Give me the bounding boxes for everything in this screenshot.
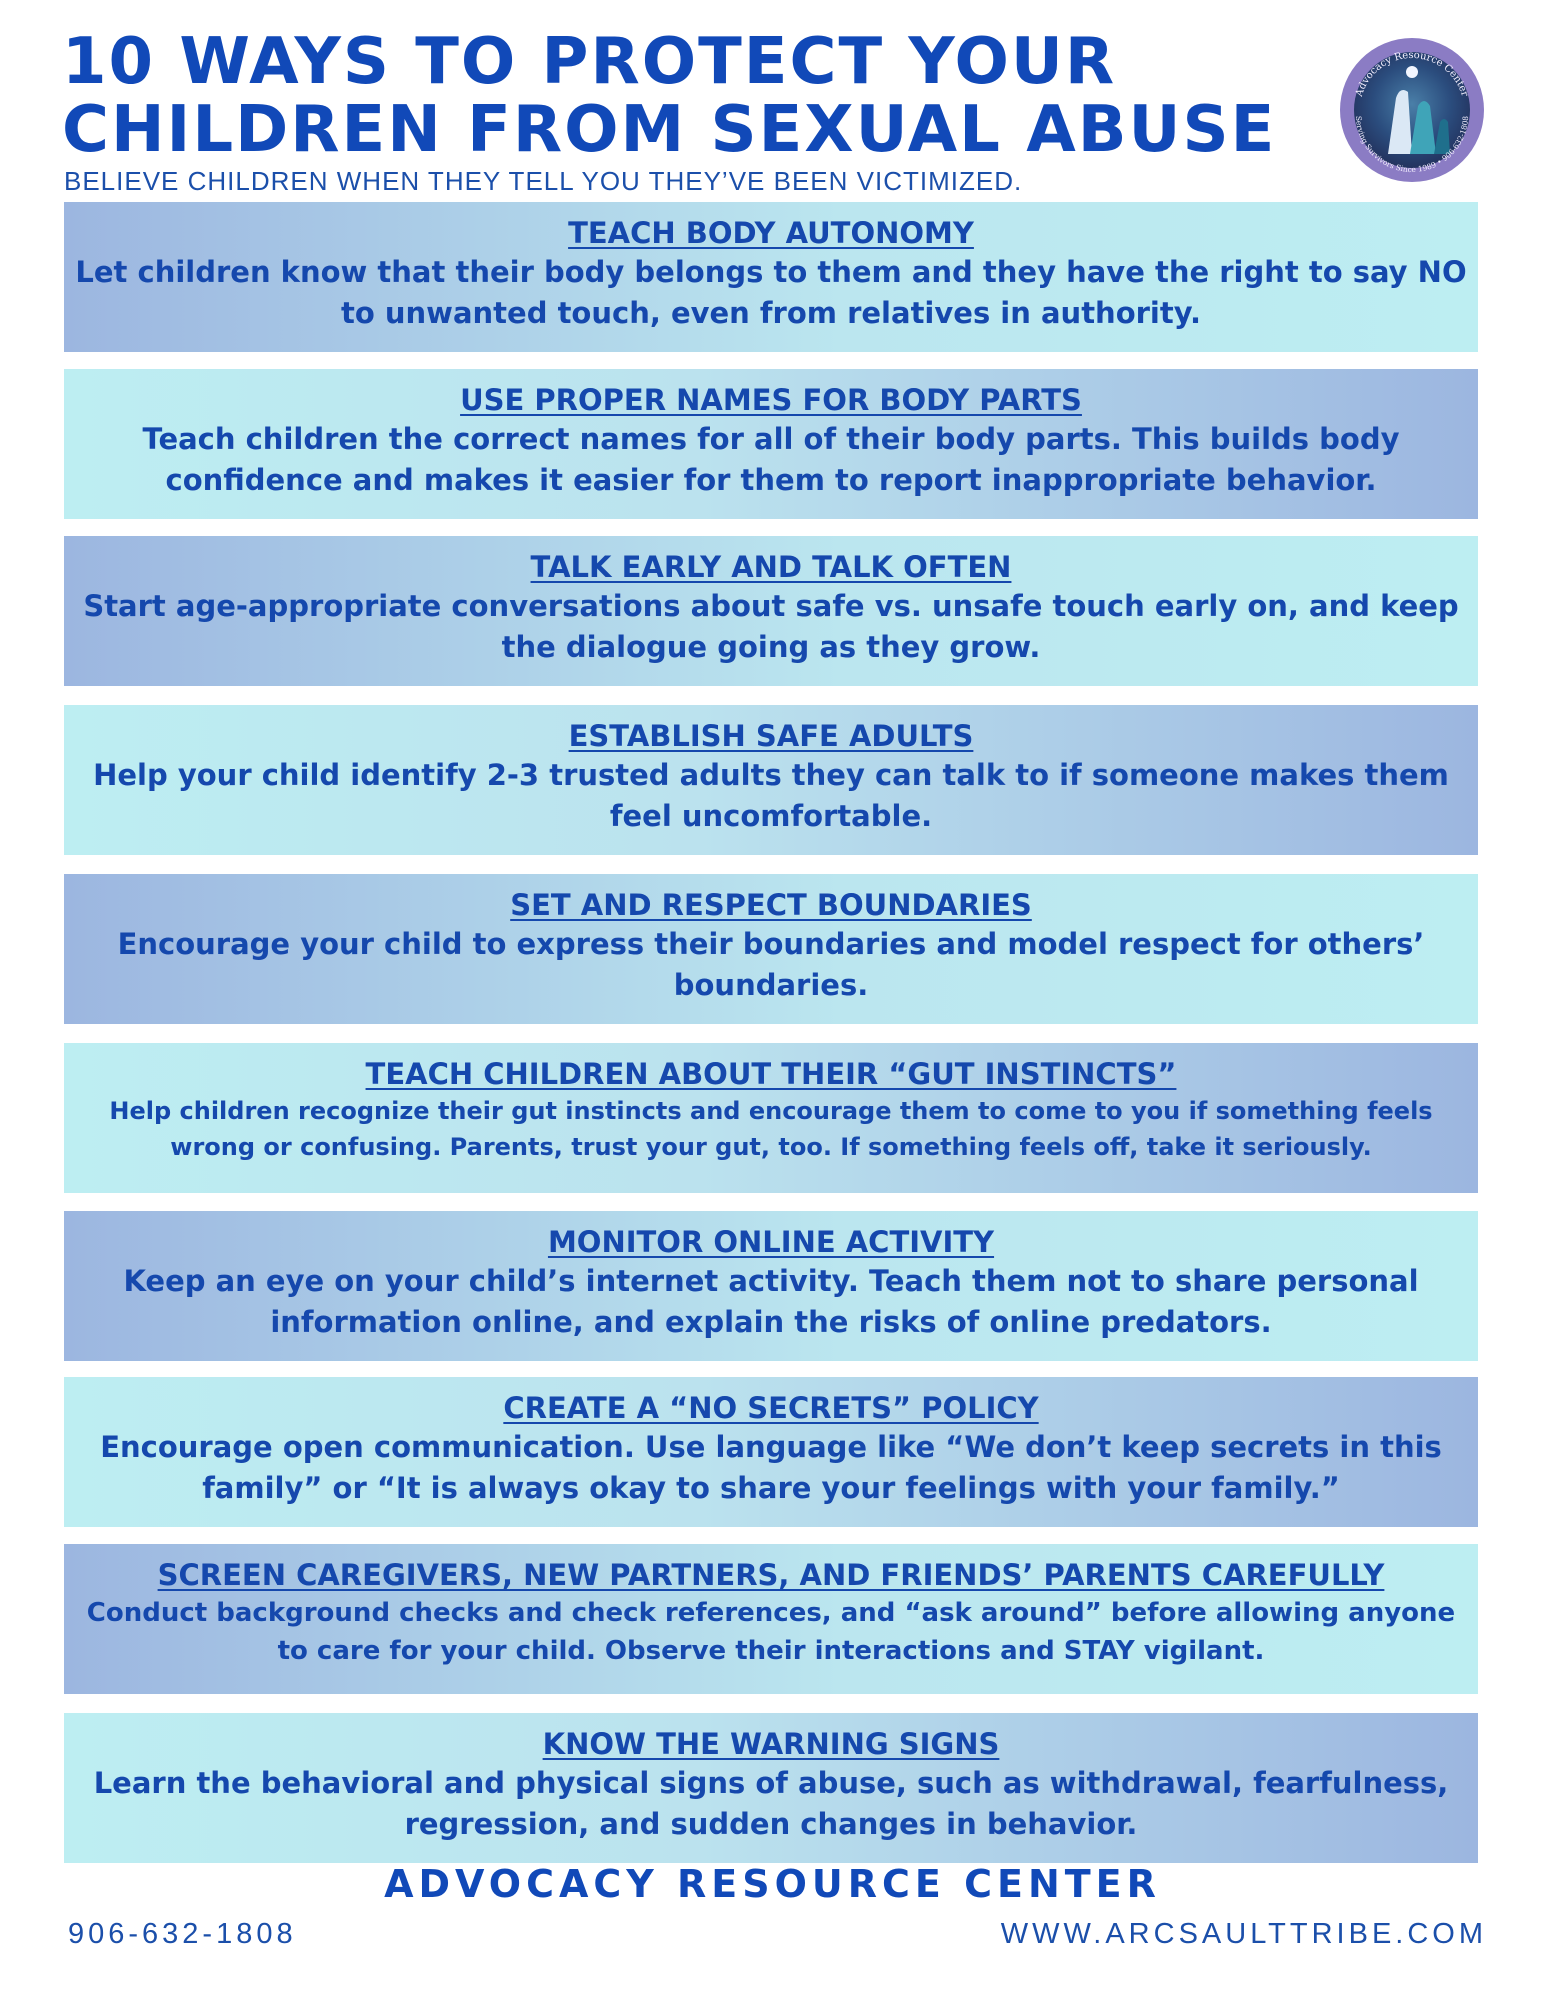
tip-title: SET AND RESPECT BOUNDARIES: [510, 888, 1032, 922]
tip-title: ESTABLISH SAFE ADULTS: [568, 719, 974, 753]
tip-text: Encourage your child to express their boundaries and model respect for others’ boundaries.: [117, 927, 1425, 1002]
tip-text: Conduct background checks and check references, and “ask around” before allowing anyone to care for your child. Observe their interactions and STAY vigilant.: [86, 1598, 1456, 1666]
tip-card: [64, 874, 1478, 1024]
tip-title: TEACH CHILDREN ABOUT THEIR “GUT INSTINCTS”: [365, 1057, 1177, 1091]
title-line-2: CHILDREN FROM SEXUAL ABUSE: [62, 93, 1277, 167]
tip-text: Encourage open communication. Use language like “We don’t keep secrets in this family” or “It is always okay to share your feelings with your family.”: [100, 1430, 1442, 1505]
tip-title: CREATE A “NO SECRETS” POLICY: [503, 1391, 1039, 1425]
tip-title: SCREEN CAREGIVERS, NEW PARTNERS, AND FRIENDS’ PARENTS CAREFULLY: [157, 1558, 1385, 1592]
subtitle: BELIEVE CHILDREN WHEN THEY TELL YOU THEY’VE BEEN VICTIMIZED.: [64, 166, 1023, 196]
tip-card: [64, 1377, 1478, 1527]
website-link[interactable]: WWW.ARCSAULTTRIBE.COM: [1000, 1918, 1487, 1950]
tip-card: [64, 369, 1478, 519]
tip-card: [64, 1544, 1478, 1694]
tip-text: Start age-appropriate conversations about safe vs. unsafe touch early on, and keep the dialogue going as they grow.: [83, 589, 1459, 664]
tip-text: Help your child identify 2-3 trusted adults they can talk to if someone makes them feel uncomfortable.: [93, 758, 1449, 833]
advocacy-resource-center-logo: [1338, 36, 1486, 184]
organization-name: ADVOCACY RESOURCE CENTER: [384, 1862, 1161, 1906]
tip-card: [64, 1211, 1478, 1361]
logo-text-bottom: Serving Survivors Since 1989 • 906-632-1808: [1353, 115, 1471, 175]
tip-title: TALK EARLY AND TALK OFTEN: [530, 550, 1012, 584]
tip-text: Learn the behavioral and physical signs of abuse, such as withdrawal, fearfulness, regression, and sudden changes in behavior.: [93, 1766, 1449, 1841]
tip-card: [64, 202, 1478, 352]
tip-title: KNOW THE WARNING SIGNS: [542, 1727, 1000, 1761]
tip-text: Help children recognize their gut instincts and encourage them to come to you if something feels wrong or confusing. Parents, trust your gut, too. If something feels off, take it seriously.: [109, 1097, 1433, 1161]
tip-title: TEACH BODY AUTONOMY: [568, 216, 974, 250]
phone-number[interactable]: 906-632-1808: [68, 1918, 297, 1950]
tip-text: Let children know that their body belongs to them and they have the right to say NO to unwanted touch, even from relatives in authority.: [75, 255, 1467, 330]
title-line-1: 10 WAYS TO PROTECT YOUR: [62, 25, 1117, 99]
tip-title: MONITOR ONLINE ACTIVITY: [547, 1225, 995, 1259]
tip-text: Keep an eye on your child’s internet activity. Teach them not to share personal information online, and explain the risks of online predators.: [123, 1264, 1419, 1339]
tip-card: [64, 536, 1478, 686]
tip-text: Teach children the correct names for all of their body parts. This builds body confidence and makes it easier for them to report inappropriate behavior.: [142, 422, 1400, 497]
tip-card: [64, 1713, 1478, 1863]
tip-card: [64, 1043, 1478, 1193]
page-title: [62, 25, 1332, 167]
logo-text-top: Advocacy Resource Center: [1353, 49, 1471, 98]
tip-title: USE PROPER NAMES FOR BODY PARTS: [460, 383, 1082, 417]
tip-card: [64, 705, 1478, 855]
